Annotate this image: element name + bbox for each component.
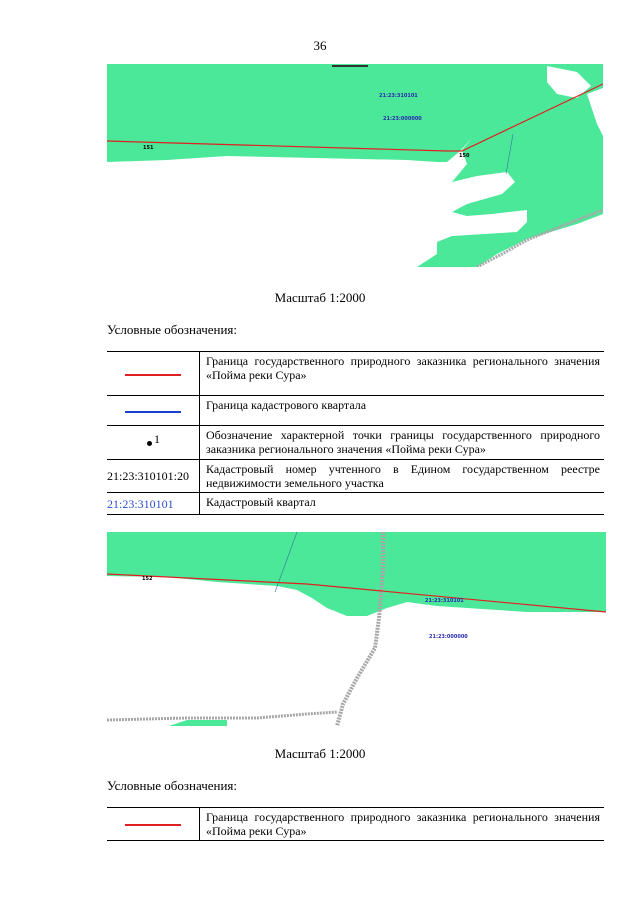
scale-label: Масштаб 1:2000 [274,746,366,761]
point-symbol: 1 [143,433,163,449]
scale-label: Масштаб 1:2000 [274,290,366,305]
legend-row [107,493,604,515]
map-point-label: 150 [459,153,470,159]
green-area [107,532,606,616]
legend-text: Кадастровый номер учтенного в Едином государственном реестре недвижимости земельного участка [200,460,605,493]
legend-row [107,426,604,460]
blue-line-symbol [125,411,181,413]
green-area [107,64,603,267]
cadastral-number-sample: 21:23:310101:20 [107,460,200,493]
legend-text: Граница кадастрового квартала [200,396,605,426]
legend-text: Обозначение характерной точки границы государственного природного заказника регионального значения «Пойма реки Сура» [200,426,605,460]
legend-row [107,352,604,396]
legend-table [107,351,604,515]
map-point-label: 151 [143,145,154,151]
legend-title: Условные обозначения: [107,778,238,793]
legend-text: Граница государственного природного заказника регионального значения «Пойма реки Сура» [200,352,605,396]
legend-table [107,807,604,841]
legend-text: Кадастровый квартал [200,493,605,515]
legend-row [107,460,604,493]
map-quarter-label: 21:23:310101 [425,598,464,604]
legend-title: Условные обозначения: [107,322,238,337]
map-fragment-1 [107,64,603,267]
legend-text: Граница государственного природного заказника регионального значения «Пойма реки Сура» [200,808,605,841]
legend-row [107,808,604,841]
map-quarter-label: 21:23:000000 [383,116,422,122]
legend-row [107,396,604,426]
road [107,712,337,720]
map-fragment-2 [107,532,606,726]
cadastral-quarter-sample: 21:23:310101 [107,493,200,515]
red-line-symbol [125,374,181,376]
map-quarter-label: 21:23:310101 [379,93,418,99]
page-number: 36 [313,38,327,53]
map-point-label: 152 [142,576,153,582]
red-line-symbol [125,824,181,826]
map-quarter-label: 21:23:000000 [429,634,468,640]
